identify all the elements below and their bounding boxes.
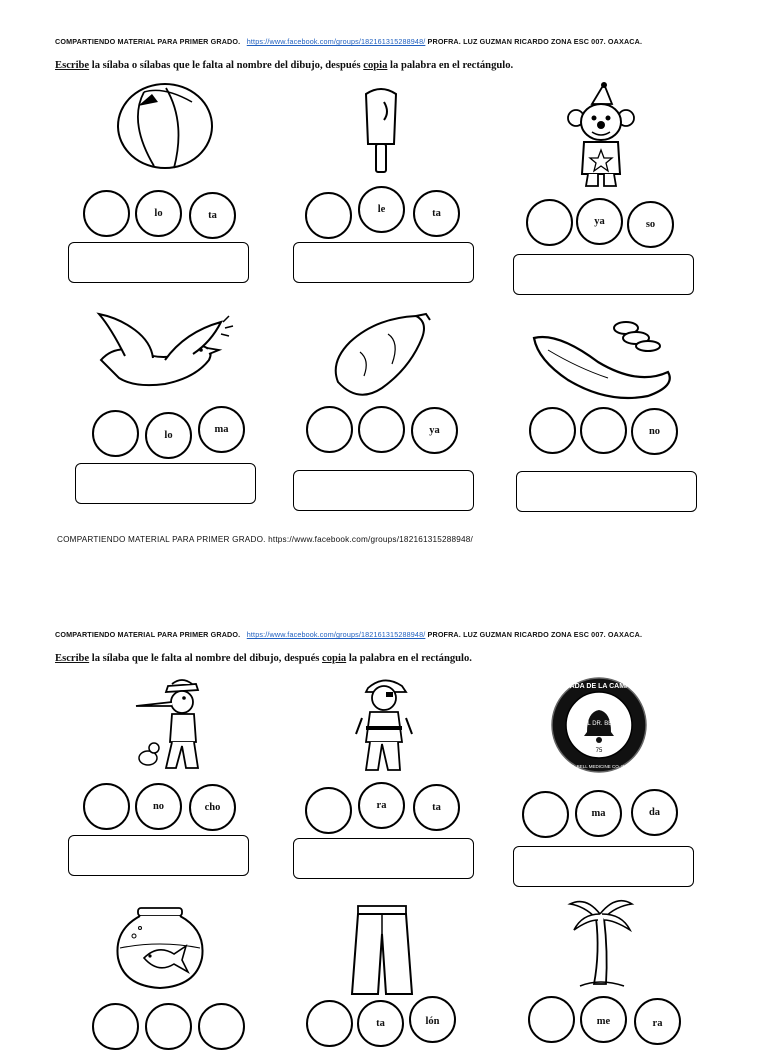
palm-tree-icon xyxy=(566,892,636,992)
syllable-circle: le xyxy=(358,186,405,233)
tin-label-ring: POMADA DE LA CAMPANA xyxy=(553,683,645,690)
page2-header xyxy=(55,630,642,639)
syllable-circle: ta xyxy=(189,192,236,239)
syllable-circle[interactable] xyxy=(529,407,576,454)
syllable-circle: ma xyxy=(575,790,622,837)
answer-box[interactable] xyxy=(516,471,697,512)
answer-box[interactable] xyxy=(513,846,694,887)
answer-box[interactable] xyxy=(293,242,474,283)
syllable-circle: lo xyxy=(135,190,182,237)
pants-icon xyxy=(350,904,414,998)
syllable-circle[interactable] xyxy=(92,410,139,457)
syllable-circle: lo xyxy=(145,412,192,459)
papaya-icon xyxy=(330,312,438,402)
tin-label-bottom: DR. BELL MEDICINE CO. INC. xyxy=(567,764,631,769)
syllable-circle[interactable] xyxy=(198,1003,245,1050)
answer-box[interactable] xyxy=(68,835,249,876)
syllable-circle: ma xyxy=(198,406,245,453)
syllable-circle: no xyxy=(135,783,182,830)
syllable-circle[interactable] xyxy=(305,787,352,834)
pirate-icon xyxy=(352,674,418,776)
syllable-circle: so xyxy=(627,201,674,248)
syllable-circle[interactable] xyxy=(528,996,575,1043)
answer-box[interactable] xyxy=(75,463,256,504)
instruction-text: la sílaba que le falta al nombre del dibujo, después xyxy=(89,653,323,664)
syllable-circle[interactable] xyxy=(83,190,130,237)
page1-instruction xyxy=(55,60,513,71)
instruction-word-copia: copia xyxy=(322,653,347,664)
instruction-word-copia: copia xyxy=(363,60,388,71)
syllable-circle: ya xyxy=(576,198,623,245)
syllable-circle[interactable] xyxy=(580,407,627,454)
tin-label-num: 75 xyxy=(595,748,603,754)
syllable-circle[interactable] xyxy=(305,192,352,239)
instruction-text-end: la palabra en el rectángulo. xyxy=(387,60,514,71)
header-link[interactable]: https://www.facebook.com/groups/182161315288948/ xyxy=(246,37,426,46)
syllable-circle[interactable] xyxy=(526,199,573,246)
syllable-circle: ya xyxy=(411,407,458,454)
header-left-text: COMPARTIENDO MATERIAL PARA PRIMER GRADO. xyxy=(55,37,241,46)
page1-footer: COMPARTIENDO MATERIAL PARA PRIMER GRADO. https://www.facebook.com/groups/182161315288948/ xyxy=(57,535,473,544)
tin-label-mid: DEL DR. BELL xyxy=(579,721,619,727)
fishbowl-icon xyxy=(112,906,208,992)
beach-ball-icon xyxy=(114,82,216,170)
answer-box[interactable] xyxy=(293,470,474,511)
syllable-circle[interactable] xyxy=(83,783,130,830)
clown-icon xyxy=(562,82,640,190)
ointment-tin-icon xyxy=(550,676,648,774)
page2-instruction xyxy=(55,653,472,664)
syllable-circle: no xyxy=(631,408,678,455)
instruction-word-escribe: Escribe xyxy=(55,653,90,664)
answer-box[interactable] xyxy=(293,838,474,879)
answer-box[interactable] xyxy=(513,254,694,295)
syllable-circle: ta xyxy=(413,784,460,831)
popsicle-icon xyxy=(356,86,406,176)
syllable-circle: ra xyxy=(634,998,681,1045)
instruction-text-end: la palabra en el rectángulo. xyxy=(346,653,472,664)
header-right-text: PROFRA. LUZ GUZMAN RICARDO ZONA ESC 007. OAXACA. xyxy=(427,630,643,639)
syllable-circle: cho xyxy=(189,784,236,831)
syllable-circle[interactable] xyxy=(358,406,405,453)
pinocchio-icon xyxy=(116,676,212,778)
cucumber-icon xyxy=(528,316,678,400)
syllable-circle: me xyxy=(580,996,627,1043)
syllable-circle: da xyxy=(631,789,678,836)
syllable-circle[interactable] xyxy=(306,406,353,453)
syllable-circle: lón xyxy=(409,996,456,1043)
syllable-circle[interactable] xyxy=(145,1003,192,1050)
syllable-circle[interactable] xyxy=(92,1003,139,1050)
dove-icon xyxy=(95,308,235,390)
instruction-word-escribe: Escribe xyxy=(55,60,90,71)
instruction-text: la sílaba o sílabas que le falta al nombre del dibujo, después xyxy=(89,60,364,71)
syllable-circle[interactable] xyxy=(522,791,569,838)
header-link[interactable]: https://www.facebook.com/groups/182161315288948/ xyxy=(246,630,426,639)
header-right-text: PROFRA. LUZ GUZMAN RICARDO ZONA ESC 007. OAXACA. xyxy=(427,37,643,46)
syllable-circle: ta xyxy=(357,1000,404,1047)
syllable-circle: ta xyxy=(413,190,460,237)
answer-box[interactable] xyxy=(68,242,249,283)
header-left-text: COMPARTIENDO MATERIAL PARA PRIMER GRADO. xyxy=(55,630,241,639)
page1-header xyxy=(55,37,642,46)
syllable-circle: ra xyxy=(358,782,405,829)
